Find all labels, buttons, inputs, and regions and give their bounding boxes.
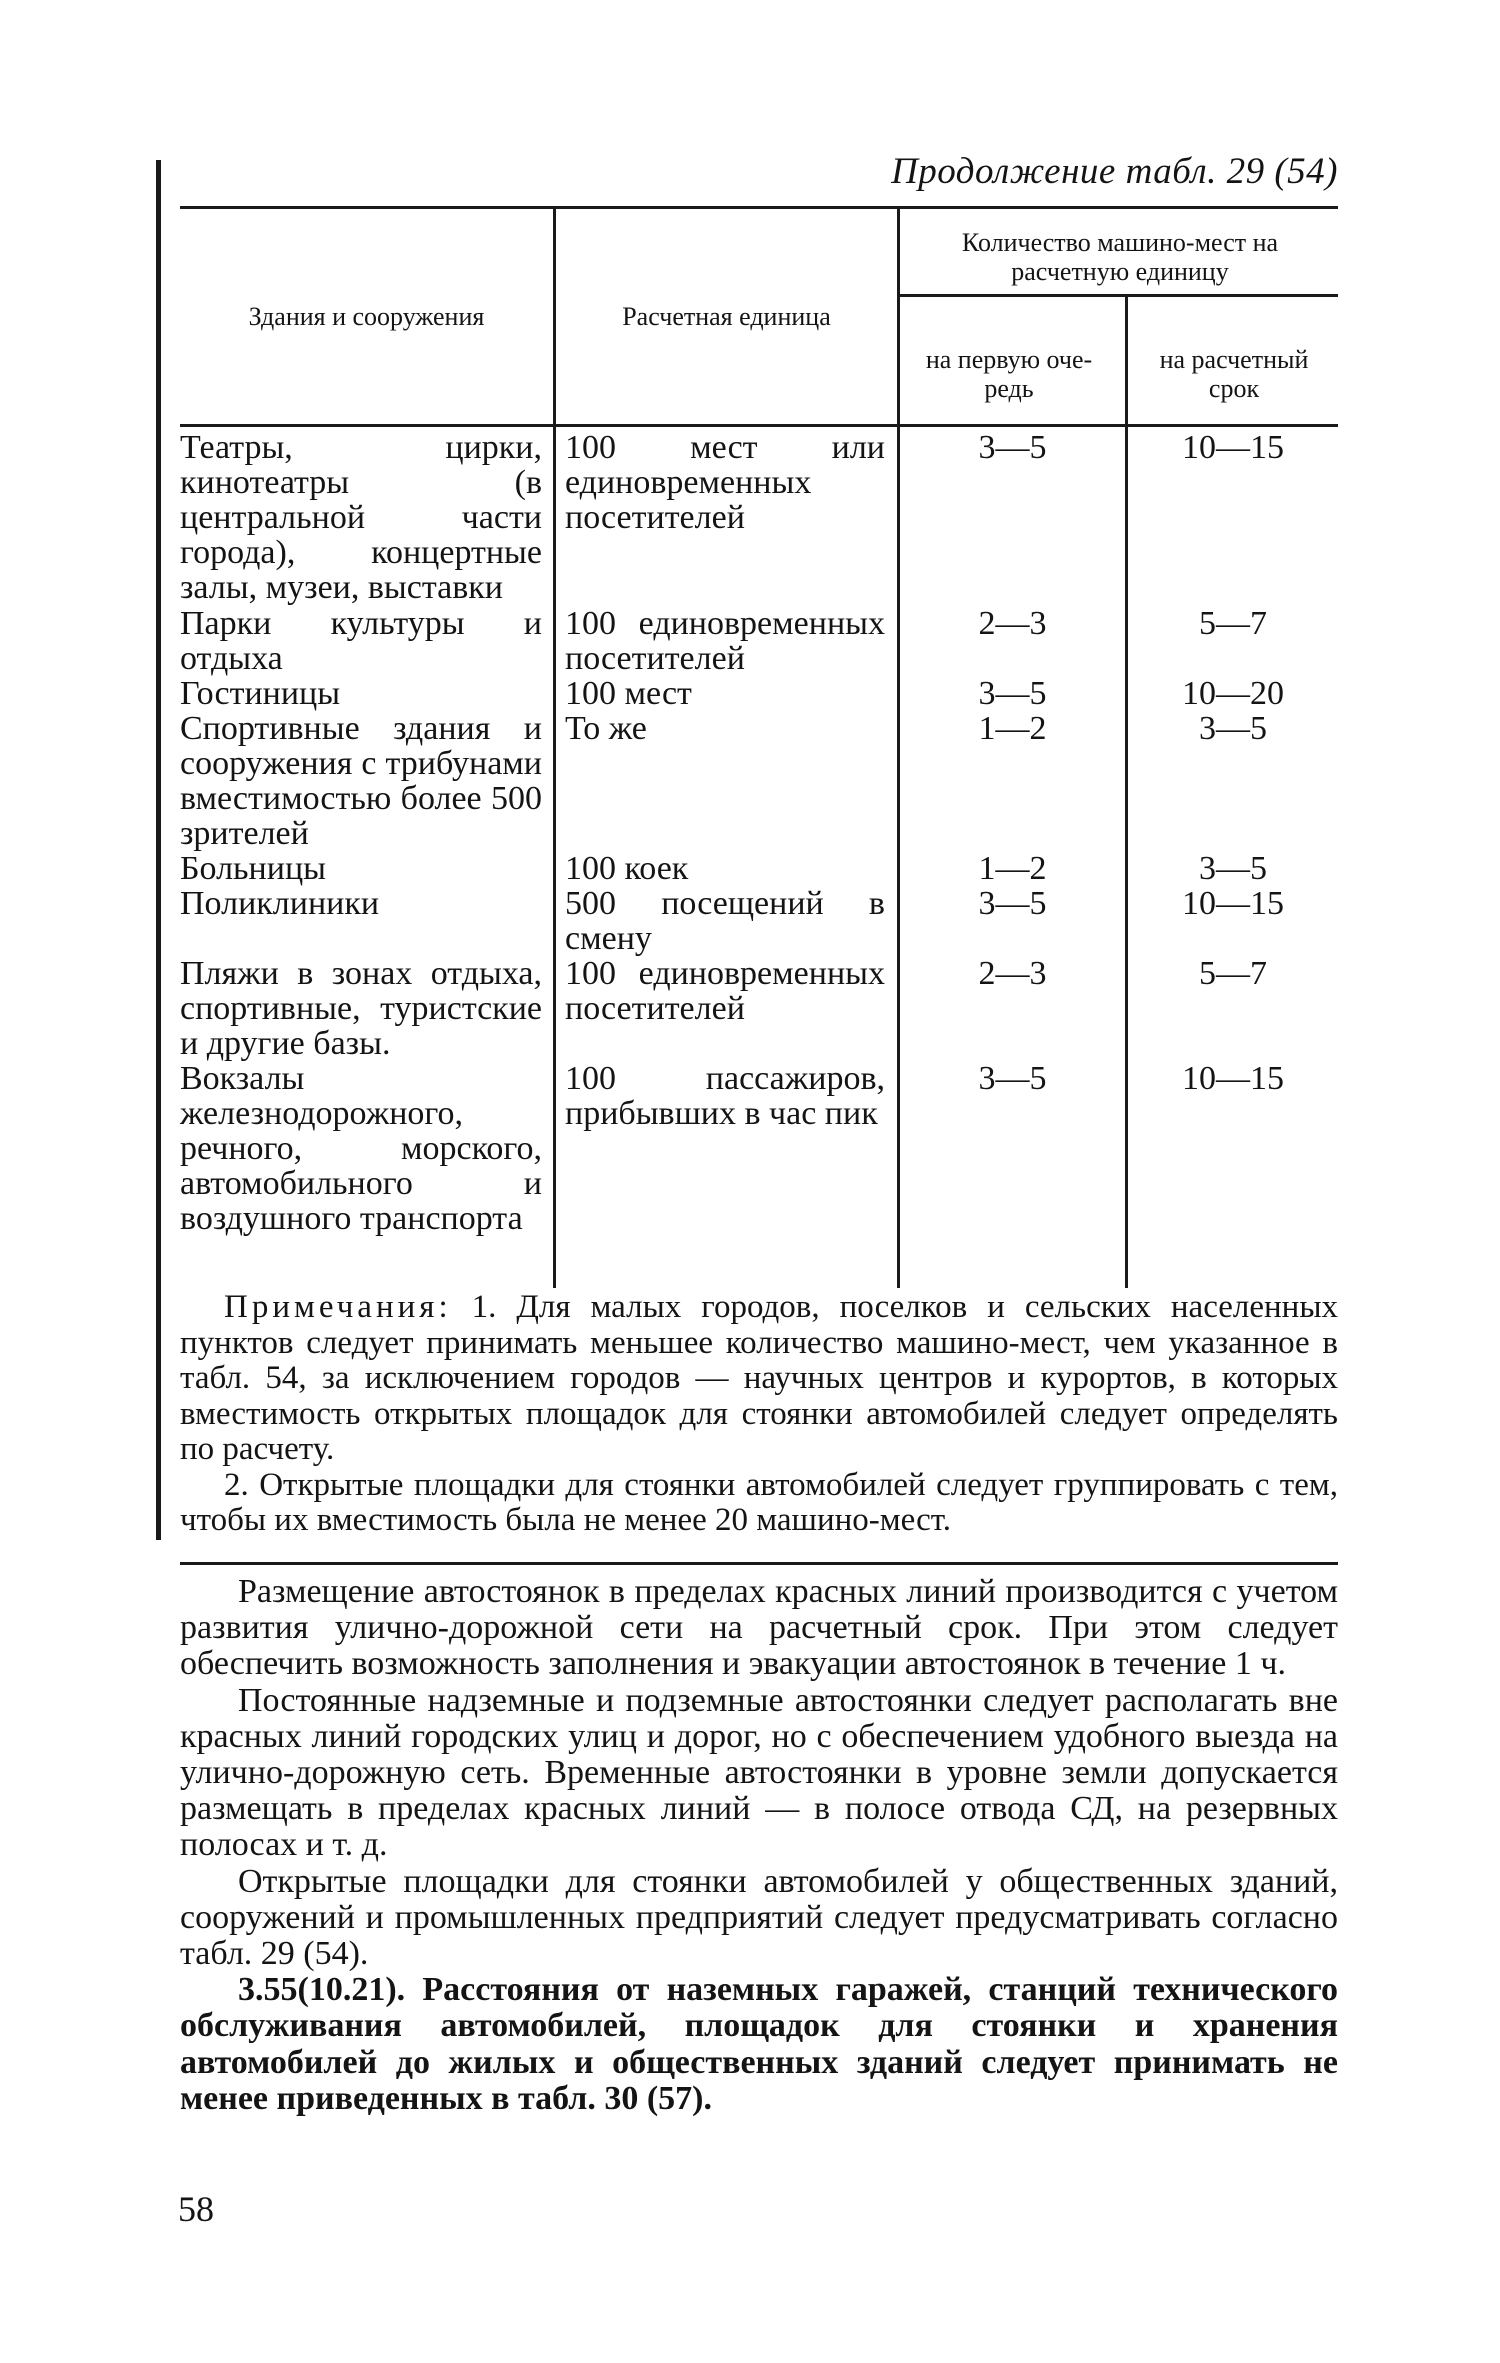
note-2: 2. Открытые площадки для стоянки автомобилей следует группировать с тем, чтобы их вместимость была не менее 20 машино-мест. bbox=[180, 1466, 1338, 1538]
row-name: Больницы bbox=[180, 850, 326, 887]
row-design-term: 10—15 bbox=[1182, 1060, 1284, 1097]
header-bottom-rule bbox=[180, 424, 1338, 427]
paragraph: Постоянные надземные и подземные автостоянки следует располагать вне красных линий городских улиц и дорог, но с обеспечением удобного выезда на улично-дорожную сеть. Временные автостоянки в уровне земли допускается размещать в пределах красных линий — в полосе отвода СД, на резервных полосах и т. д. bbox=[180, 1681, 1338, 1864]
row-design-term: 3—5 bbox=[1199, 850, 1267, 887]
row-design-term: 10—15 bbox=[1182, 429, 1284, 466]
row-first-stage: 2—3 bbox=[978, 605, 1047, 642]
header-buildings: Здания и сооружения bbox=[248, 302, 485, 331]
parking-table bbox=[180, 206, 1338, 1288]
continuation-label: Продолжение табл. 29 (54) bbox=[891, 151, 1338, 192]
row-name: Гостиницы bbox=[180, 675, 341, 712]
row-name: Вокзалы железнодорожного, речного, морского, автомобильного и воздушного транспорта bbox=[180, 1060, 542, 1237]
row-unit: 100 мест bbox=[565, 675, 692, 712]
row-unit: То же bbox=[565, 710, 647, 747]
row-design-term: 10—20 bbox=[1182, 675, 1284, 712]
row-name: Спортивные здания и сооружения с трибунами вместимостью более 500 зрителей bbox=[180, 710, 542, 852]
page-number: 58 bbox=[178, 2189, 214, 2229]
note-1-text: 1. Для малых городов, поселков и сельских населенных пунктов следует принимать меньшее количество машино-мест, чем указанное в табл. 54, за исключением городов — научных центров и курортов, в которых вместимость открытых площадок для стоянки автомобилей следует определять по расчету. bbox=[180, 1289, 1339, 1467]
notes-bottom-rule bbox=[180, 1562, 1338, 1565]
row-first-stage: 1—2 bbox=[978, 710, 1047, 747]
left-margin-rule bbox=[156, 160, 161, 1540]
row-first-stage: 3—5 bbox=[978, 675, 1047, 712]
header-unit: Расчетная единица bbox=[622, 302, 831, 331]
row-unit: 500 посещений в смену bbox=[565, 885, 885, 957]
row-name: Театры, цирки, кинотеатры (в центральной части города), концертные залы, музеи, выставки bbox=[180, 429, 542, 606]
row-name: Поликлиники bbox=[180, 885, 380, 922]
body-text bbox=[180, 1574, 1338, 2117]
clause-3-55: 3.55(10.21). Расстояния от наземных гаражей, станций технического обслуживания автомобилей, площадок для стоянки и хранения автомобилей до жилых и общественных зданий следует принимать не менее приведенных в табл. 30 (57). bbox=[180, 1971, 1338, 2117]
paragraph: Открытые площадки для стоянки автомобилей у общественных зданий, сооружений и промышленных предприятий следует предусматривать согласно табл. 29 (54). bbox=[180, 1862, 1338, 1973]
header-design-term: на расчетный срок bbox=[1159, 345, 1309, 403]
row-unit: 100 коек bbox=[565, 850, 689, 887]
row-first-stage: 1—2 bbox=[978, 850, 1047, 887]
column-divider-2 bbox=[897, 206, 900, 1288]
note-1 bbox=[180, 1290, 1338, 1468]
row-unit: 100 мест или единовременных посетителей bbox=[565, 429, 885, 536]
table-notes bbox=[180, 1290, 1338, 1539]
notes-label: Примечания: bbox=[224, 1289, 452, 1325]
row-first-stage: 2—3 bbox=[978, 955, 1047, 992]
paragraph: Размещение автостоянок в пределах красных линий производится с учетом развития улично-дорожной сети на расчетный срок. При этом следует обеспечить возможность заполнения и эвакуации автостоянок в течение 1 ч. bbox=[180, 1573, 1338, 1683]
row-unit: 100 пассажиров, прибывших в час пик bbox=[565, 1060, 885, 1132]
header-first-stage: на первую оче-редь bbox=[925, 345, 1093, 403]
row-first-stage: 3—5 bbox=[978, 429, 1047, 466]
header-group-rule bbox=[900, 294, 1338, 297]
column-divider-1 bbox=[553, 206, 556, 1288]
row-design-term: 3—5 bbox=[1199, 710, 1267, 747]
row-name: Парки культуры и отдыха bbox=[180, 605, 542, 677]
row-unit: 100 единовременных посетителей bbox=[565, 605, 885, 677]
row-design-term: 5—7 bbox=[1199, 605, 1267, 642]
row-first-stage: 3—5 bbox=[978, 885, 1047, 922]
header-spaces: Количество машино-мест на расчетную единицу bbox=[961, 228, 1279, 286]
row-design-term: 10—15 bbox=[1182, 885, 1284, 922]
table-top-rule bbox=[180, 206, 1338, 209]
row-unit: 100 единовременных посетителей bbox=[565, 955, 885, 1027]
row-design-term: 5—7 bbox=[1199, 955, 1267, 992]
row-first-stage: 3—5 bbox=[978, 1060, 1047, 1097]
row-name: Пляжи в зонах отдыха, спортивные, туристские и другие базы. bbox=[180, 955, 542, 1062]
